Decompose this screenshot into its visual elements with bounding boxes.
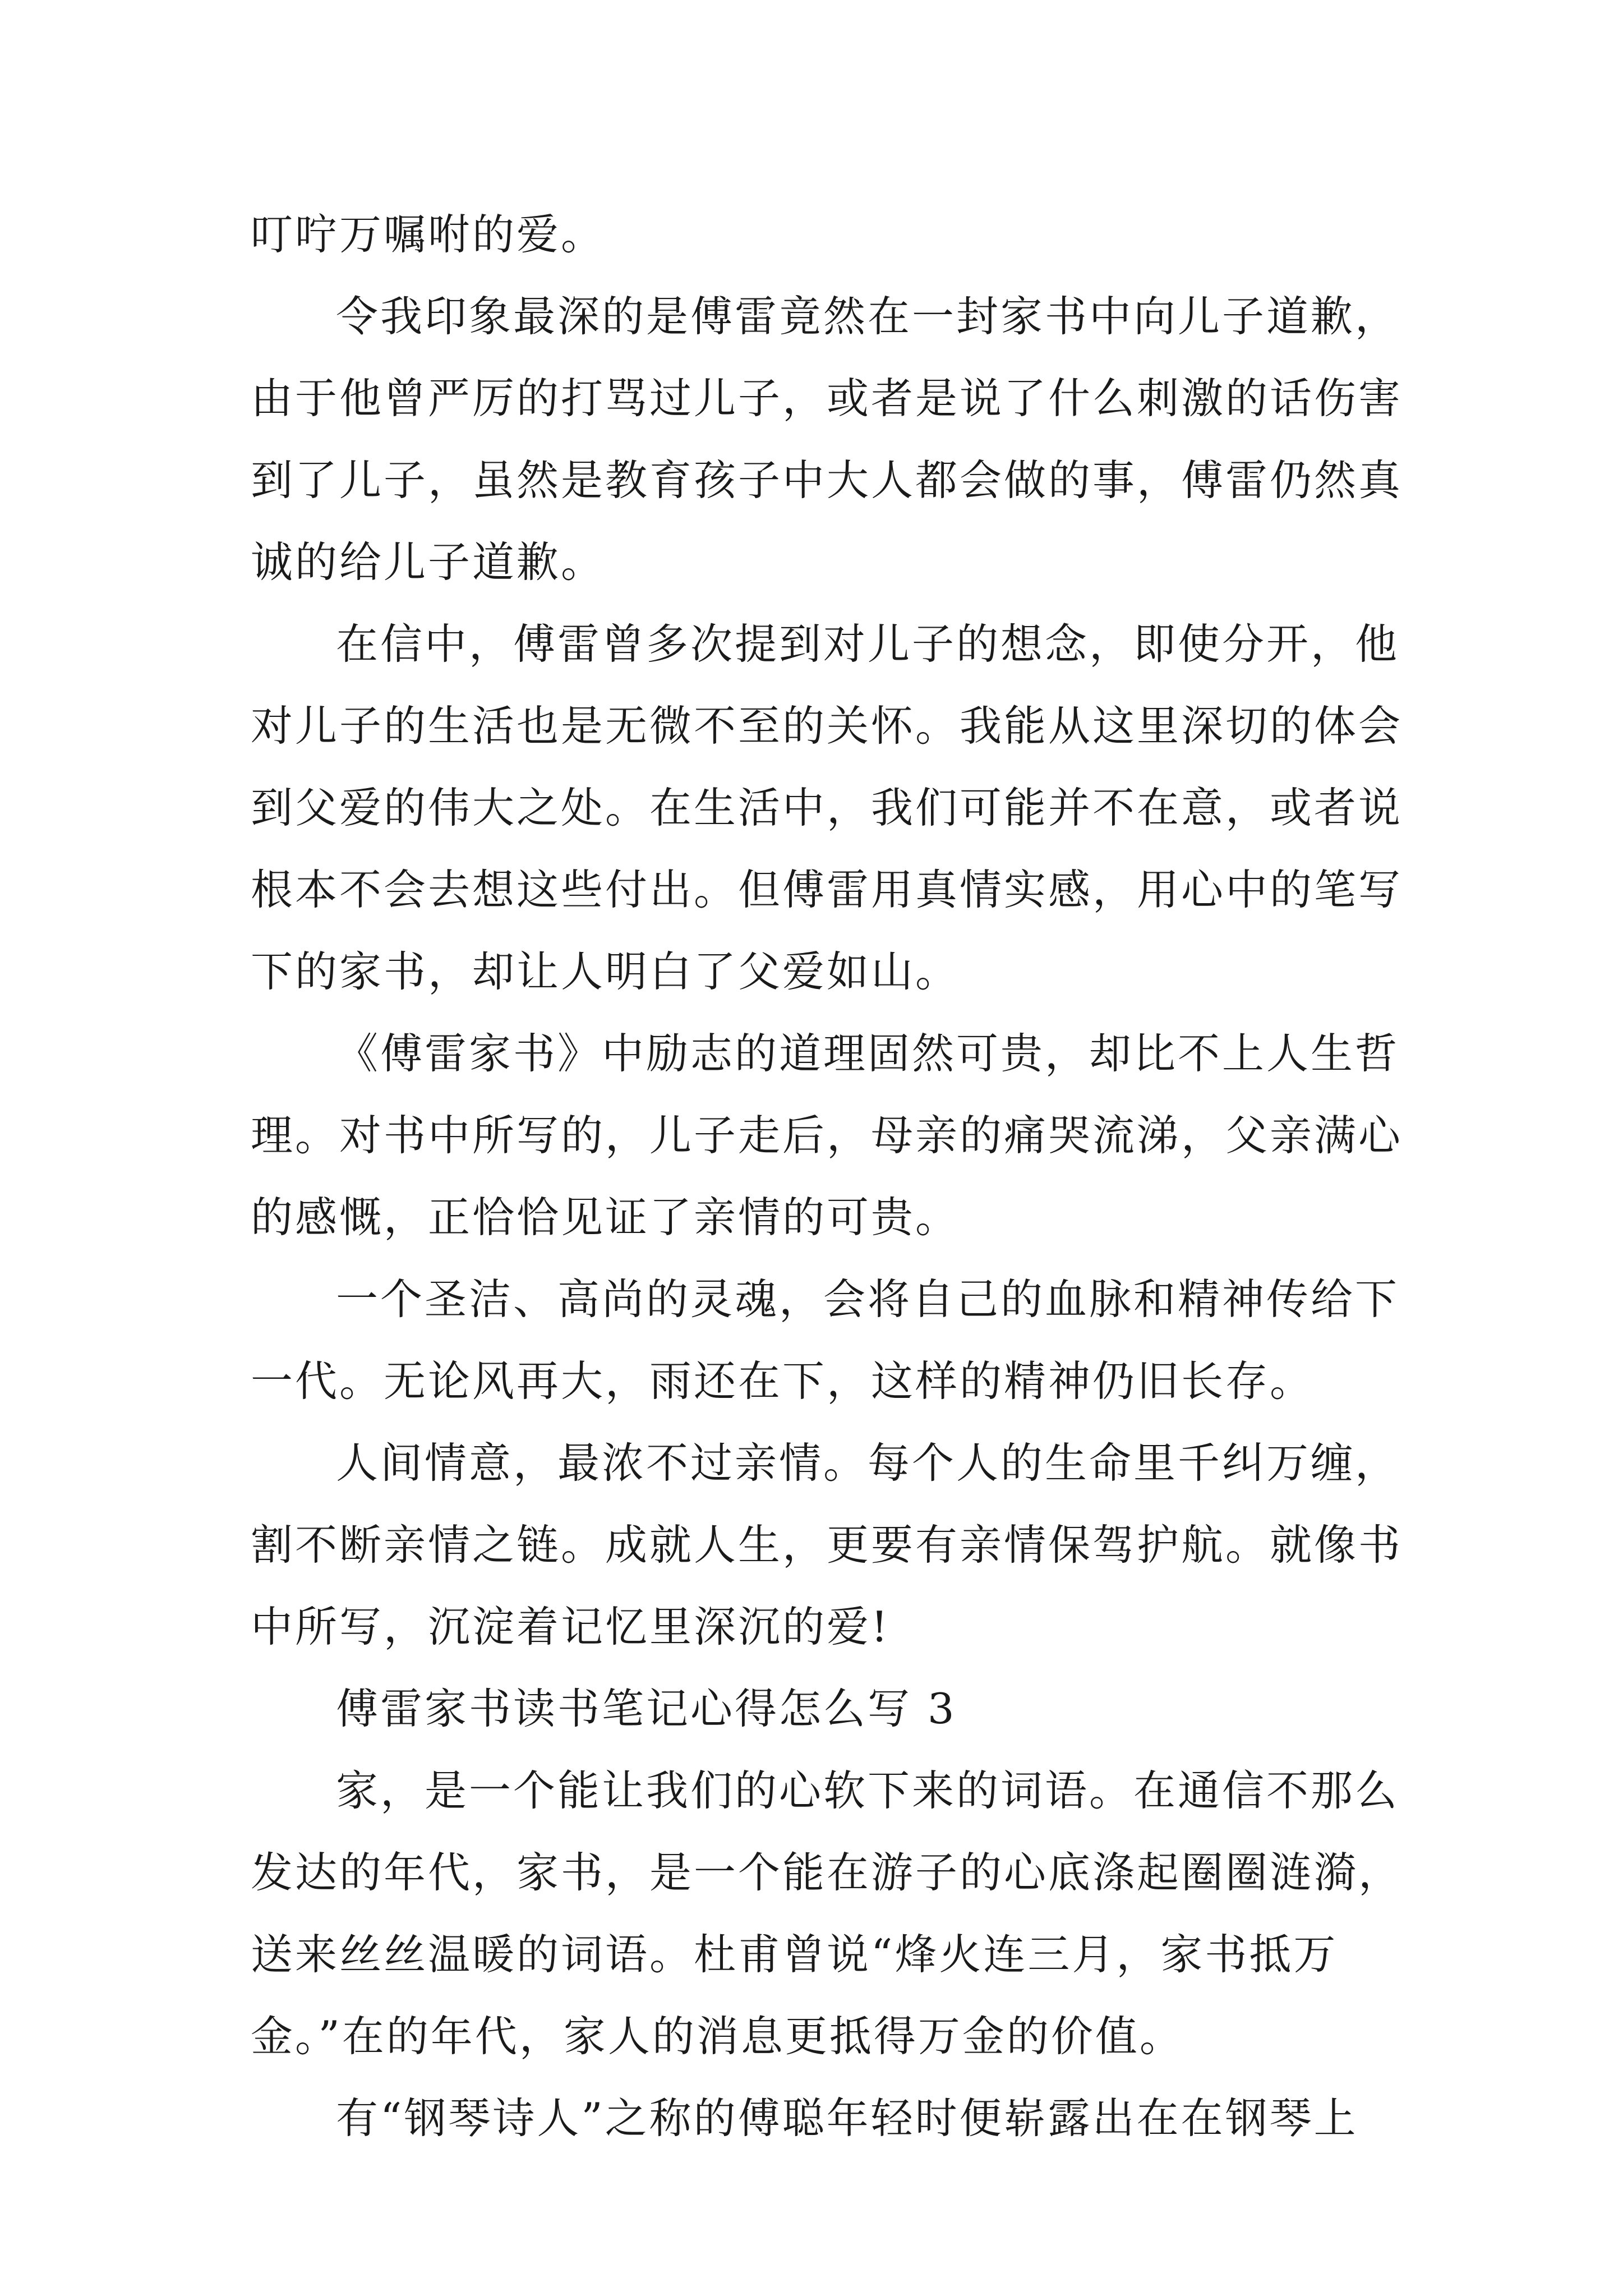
text-line: 诚的给儿子道歉。: [251, 537, 606, 587]
text-line: 叮咛万嘱咐的爱。: [251, 210, 606, 259]
text-line: 割不断亲情之链。成就人生，更要有亲情保驾护航。就像书: [251, 1520, 1403, 1570]
text-line: 令我印象最深的是傅雷竟然在一封家书中向儿子道歉，: [336, 292, 1400, 341]
text-line: 的感慨，正恰恰见证了亲情的可贵。: [251, 1193, 960, 1242]
text-line: 在信中，傅雷曾多次提到对儿子的想念，即使分开，他: [336, 619, 1400, 669]
text-line: 发达的年代，家书，是一个能在游子的心底涤起圈圈涟漪，: [251, 1848, 1403, 1897]
text-line: 一代。无论风再大，雨还在下，这样的精神仍旧长存。: [251, 1356, 1315, 1406]
section-heading: 傅雷家书读书笔记心得怎么写 3: [336, 1684, 957, 1733]
body-text: [251, 194, 1403, 2159]
text-line: 中所写，沉淀着记忆里深沉的爱!: [251, 1602, 891, 1651]
text-line: 一个圣洁、高尚的灵魂，会将自己的血脉和精神传给下: [336, 1274, 1400, 1324]
text-line: 到了儿子，虽然是教育孩子中大人都会做的事，傅雷仍然真: [251, 455, 1403, 505]
text-line: 《傅雷家书》中励志的道理固然可贵，却比不上人生哲: [336, 1029, 1400, 1078]
text-line: 根本不会去想这些付出。但傅雷用真情实感，用心中的笔写: [251, 865, 1403, 914]
text-line: 由于他曾严厉的打骂过儿子，或者是说了什么刺激的话伤害: [251, 374, 1403, 423]
text-line: 有“钢琴诗人”之称的傅聪年轻时便崭露出在在钢琴上: [336, 2093, 1358, 2143]
text-line: 金。”在的年代，家人的消息更抵得万金的价值。: [251, 2012, 1184, 2061]
text-line: 送来丝丝温暖的词语。杜甫曾说“烽火连三月，家书抵万: [251, 1930, 1338, 1979]
text-line: 家，是一个能让我们的心软下来的词语。在通信不那么: [336, 1766, 1400, 1815]
text-line: 人间情意，最浓不过亲情。每个人的生命里千纠万缠，: [336, 1438, 1400, 1488]
text-line: 到父爱的伟大之处。在生活中，我们可能并不在意，或者说: [251, 783, 1403, 832]
text-line: 下的家书，却让人明白了父爱如山。: [251, 947, 960, 996]
text-line: 理。对书中所写的，儿子走后，母亲的痛哭流涕，父亲满心: [251, 1111, 1403, 1160]
text-line: 对儿子的生活也是无微不至的关怀。我能从这里深切的体会: [251, 701, 1403, 751]
